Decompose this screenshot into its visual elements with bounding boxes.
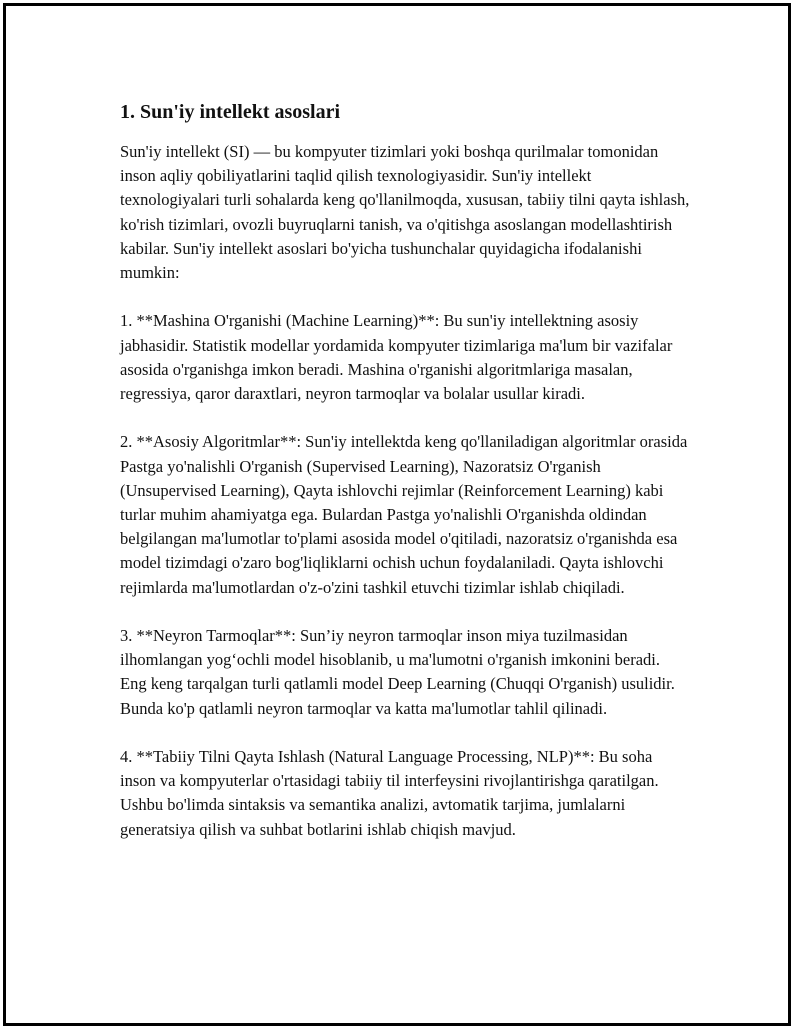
paragraph-neural-networks: 3. **Neyron Tarmoqlar**: Sun’iy neyron tarmoqlar inson miya tuzilmasidan ilhomlangan yog‘ochli model hisoblanib, u ma'lumotni o'rganish imkonini beradi. Eng keng tarqalgan turli qatlamli model Deep Learning (Chuqqi O'rganish) usulidir. Bunda ko'p qatlamli neyron tarmoqlar va katta ma'lumotlar tahlil qilinadi. bbox=[120, 626, 675, 718]
paragraph-machine-learning: 1. **Mashina O'rganishi (Machine Learning)**: Bu sun'iy intellektning asosiy jabhasidir. Statistik modellar yordamida kompyuter tizimlariga ma'lum bir vazifalar asosida o'rganishga imkon beradi. Mashina o'rganishi algoritmlariga masalan, regressiya, qaror daraxtlari, neyron tarmoqlar va bolalar usullar kiradi. bbox=[120, 311, 673, 404]
document-content bbox=[120, 98, 690, 866]
paragraph-algorithms: 2. **Asosiy Algoritmlar**: Sun'iy intellektda keng qo'llaniladigan algoritmlar orasida Pastga yo'nalishli O'rganish (Supervised Learning), Nazoratsiz O'rganish (Unsupervised Learning), Qayta ishlovchi rejimlar (Reinforcement Learning) kabi turlar muhim ahamiyatga ega. Bulardan Pastga yo'nalishli O'rganishda oldindan belgilangan ma'lumotlar to'plami asosida model o'qitiladi, nazoratsiz o'rganishda esa model tizimdagi o'zaro bog'liqliklarni ochish uchun foydalaniladi. Qayta ishlovchi rejimlarda ma'lumotlardan o'z-o'zini tashkil etuvchi tizimlar ishlab chiqiladi. bbox=[120, 432, 688, 597]
section-title: 1. Sun'iy intellekt asoslari bbox=[120, 101, 341, 123]
document-page bbox=[3, 3, 791, 1026]
intro-paragraph: Sun'iy intellekt (SI) — bu kompyuter tizimlari yoki boshqa qurilmalar tomonidan inson aqliy qobiliyatlarini taqlid qilish texnologiyasidir. Sun'iy intellekt texnologiyalari turli sohalarda keng qo'llanilmoqda, xususan, tabiiy tilni qayta ishlash, ko'rish tizimlari, ovozli buyruqlarni tanish, va o'qitishga asoslangan modellashtirish kabilar. Sun'iy intellekt asoslari bo'yicha tushunchalar quyidagicha ifodalanishi mumkin: bbox=[120, 142, 690, 283]
paragraph-nlp: 4. **Tabiiy Tilni Qayta Ishlash (Natural Language Processing, NLP)**: Bu soha inson va kompyuterlar o'rtasidagi tabiiy til interfeysini rivojlantirishga qaratilgan. Ushbu bo'limda sintaksis va semantika analizi, avtomatik tarjima, jumlalarni generatsiya qilish va suhbat botlarini ishlab chiqish mavjud. bbox=[120, 747, 659, 839]
